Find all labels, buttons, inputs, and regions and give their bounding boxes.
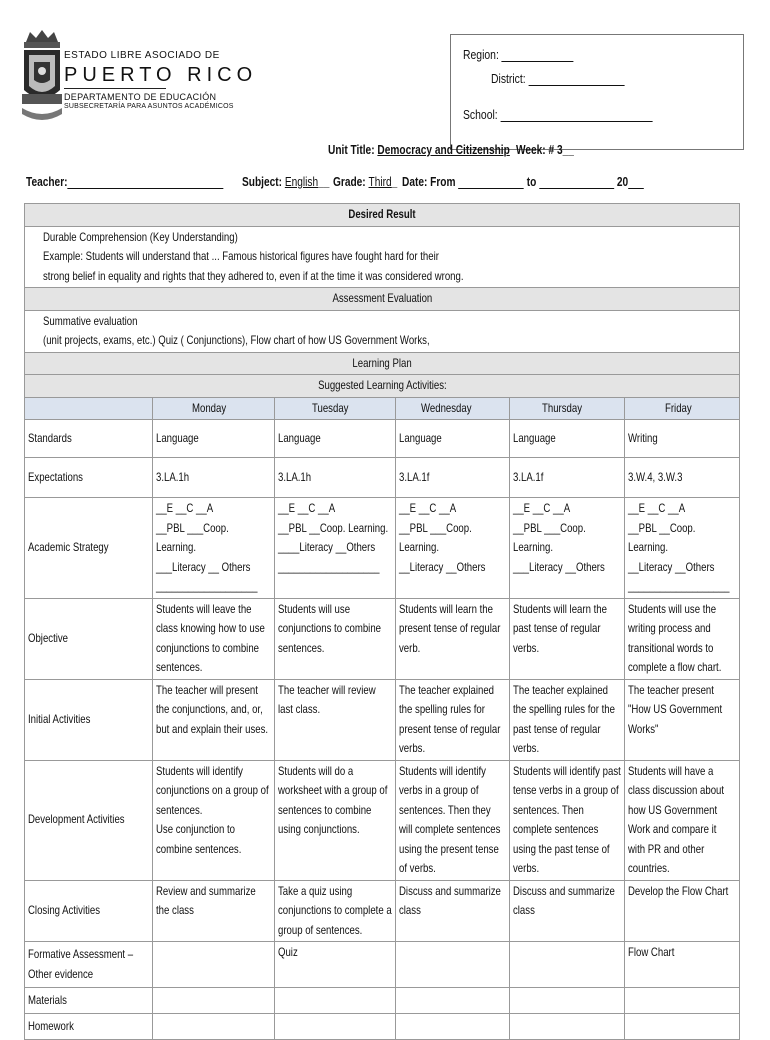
plan-cell[interactable]: The teacher will present the conjunctions, and, or, but and explain their uses. bbox=[153, 679, 275, 760]
plan-cell[interactable]: Language bbox=[275, 420, 396, 458]
assessment-line2: (unit projects, exams, etc.) Quiz ( Conjunctions), Flow chart of how US Government Works, bbox=[43, 333, 430, 347]
plan-cell[interactable] bbox=[396, 988, 510, 1014]
day-header-thursday: Thursday bbox=[510, 397, 625, 420]
plan-cell[interactable]: 3.LA.1f bbox=[396, 458, 510, 498]
week-label[interactable]: Week: # 3 bbox=[516, 142, 563, 157]
plan-cell[interactable]: Review and summarize the class bbox=[153, 880, 275, 942]
plan-cell[interactable] bbox=[625, 988, 740, 1014]
desired-result-heading: Desired Result bbox=[25, 204, 740, 227]
plan-cell[interactable] bbox=[275, 1014, 396, 1040]
plan-row bbox=[25, 1014, 740, 1040]
grade-value[interactable]: Third bbox=[368, 174, 392, 189]
plan-row bbox=[25, 498, 740, 599]
subsecretariat-name: SUBSECRETARÍA PARA ASUNTOS ACADÉMICOS bbox=[64, 103, 234, 110]
plan-cell[interactable]: __E __C __A __PBL ___Coop. Learning. ___Literacy __Others bbox=[510, 498, 625, 599]
plan-cell[interactable]: Students will learn the past tense of regular verbs. bbox=[510, 598, 625, 679]
date-from-blank[interactable] bbox=[458, 177, 524, 189]
unit-title-value[interactable]: Democracy and Citizenship bbox=[377, 142, 510, 157]
plan-cell[interactable]: The teacher will review last class. bbox=[275, 679, 396, 760]
row-label: Expectations bbox=[25, 458, 153, 498]
plan-cell[interactable] bbox=[510, 942, 625, 988]
row-label: Homework bbox=[25, 1014, 153, 1040]
plan-cell[interactable]: Discuss and summarize class bbox=[510, 880, 625, 942]
plan-cell[interactable]: 3.LA.1f bbox=[510, 458, 625, 498]
plan-cell[interactable] bbox=[153, 988, 275, 1014]
subject-label: Subject: bbox=[242, 174, 283, 189]
assessment-line1: Summative evaluation bbox=[43, 313, 138, 328]
plan-cell[interactable]: Students will use conjunctions to combine sentences. bbox=[275, 598, 396, 679]
region-blank[interactable] bbox=[502, 50, 574, 62]
row-label: Standards bbox=[25, 420, 153, 458]
plan-cell[interactable]: Students will identify verbs in a group of sentences. Then they will complete sentences using the present tense of verbs. bbox=[396, 760, 510, 880]
org-divider bbox=[64, 88, 166, 89]
assessment-content bbox=[25, 310, 740, 352]
day-header-monday: Monday bbox=[153, 397, 275, 420]
plan-row bbox=[25, 458, 740, 498]
plan-cell[interactable] bbox=[625, 1014, 740, 1040]
plan-row bbox=[25, 942, 740, 988]
grade-label: Grade: bbox=[333, 174, 366, 189]
teacher-blank[interactable] bbox=[68, 177, 224, 189]
plan-cell[interactable]: __E __C __A __PBL ___Coop. Learning. __Literacy __Others bbox=[396, 498, 510, 599]
school-label: School: bbox=[463, 107, 498, 122]
plan-row bbox=[25, 880, 740, 942]
day-header-wednesday: Wednesday bbox=[396, 397, 510, 420]
plan-cell[interactable] bbox=[396, 1014, 510, 1040]
plan-cell[interactable]: Students will leave the class knowing how to use conjunctions to combine sentences. bbox=[153, 598, 275, 679]
department-name: DEPARTAMENTO DE EDUCACIÓN bbox=[64, 92, 217, 102]
unit-title bbox=[328, 142, 510, 157]
region-label: Region: bbox=[463, 47, 499, 62]
row-label: Objective bbox=[25, 598, 153, 679]
date-from-label: Date: From bbox=[402, 174, 456, 189]
plan-cell[interactable] bbox=[153, 1014, 275, 1040]
region-box bbox=[450, 34, 744, 150]
row-label: Development Activities bbox=[25, 760, 153, 880]
plan-row bbox=[25, 988, 740, 1014]
suggested-activities-heading: Suggested Learning Activities: bbox=[25, 375, 740, 398]
plan-row bbox=[25, 679, 740, 760]
plan-cell[interactable]: __E __C __A __PBL ___Coop. Learning. ___Literacy __ Others ___________________ bbox=[153, 498, 275, 599]
subject-field: Subject: English__ bbox=[242, 174, 330, 189]
plan-cell[interactable] bbox=[396, 942, 510, 988]
date-to-blank[interactable] bbox=[539, 177, 614, 189]
plan-cell[interactable] bbox=[510, 988, 625, 1014]
plan-cell[interactable]: __E __C __A __PBL __Coop. Learning. __Literacy __Others ___________________ bbox=[625, 498, 740, 599]
row-label: Academic Strategy bbox=[25, 498, 153, 599]
plan-cell[interactable]: __E __C __A __PBL __Coop. Learning. ____Literacy __Others ___________________ bbox=[275, 498, 396, 599]
region-field[interactable] bbox=[463, 47, 574, 62]
unit-title-label: Unit Title: bbox=[328, 142, 375, 157]
plan-cell[interactable]: 3.LA.1h bbox=[275, 458, 396, 498]
plan-cell[interactable]: Discuss and summarize class bbox=[396, 880, 510, 942]
plan-cell[interactable]: Students will learn the present tense of regular verb. bbox=[396, 598, 510, 679]
teacher-label: Teacher: bbox=[26, 174, 68, 189]
plan-cell[interactable]: Language bbox=[153, 420, 275, 458]
plan-row bbox=[25, 598, 740, 679]
year-label: 20 bbox=[616, 174, 629, 189]
district-blank[interactable] bbox=[529, 74, 625, 86]
plan-cell[interactable]: The teacher present "How US Government Works" bbox=[625, 679, 740, 760]
plan-cell[interactable]: Language bbox=[396, 420, 510, 458]
school-blank[interactable] bbox=[501, 110, 653, 122]
plan-cell[interactable]: Flow Chart bbox=[625, 942, 740, 988]
date-to-label: to bbox=[526, 174, 537, 189]
day-header-blank bbox=[25, 397, 153, 420]
year-blank[interactable] bbox=[628, 177, 644, 189]
plan-cell[interactable]: Students will do a worksheet with a group of sentences to combine using conjunctions. bbox=[275, 760, 396, 880]
day-header-tuesday: Tuesday bbox=[275, 397, 396, 420]
plan-cell[interactable]: Take a quiz using conjunctions to complete a group of sentences. bbox=[275, 880, 396, 942]
plan-cell[interactable]: Quiz bbox=[275, 942, 396, 988]
school-field[interactable] bbox=[463, 107, 653, 122]
row-label: Formative Assessment – Other evidence bbox=[25, 942, 153, 988]
plan-cell[interactable]: 3.LA.1h bbox=[153, 458, 275, 498]
plan-cell[interactable]: Students will use the writing process and transitional words to complete a flow chart. bbox=[625, 598, 740, 679]
plan-cell[interactable]: The teacher explained the spelling rules for the past tense of regular verbs. bbox=[510, 679, 625, 760]
plan-cell[interactable]: Students will have a class discussion about how US Government Work and compare it with PR and other countries. bbox=[625, 760, 740, 880]
district-field[interactable] bbox=[491, 71, 625, 86]
plan-row bbox=[25, 420, 740, 458]
learning-plan-heading: Learning Plan bbox=[25, 352, 740, 375]
coat-of-arms-logo bbox=[20, 28, 64, 128]
date-field bbox=[402, 174, 644, 189]
district-label: District: bbox=[491, 71, 526, 86]
week-number: Week: # 3__ bbox=[516, 142, 574, 157]
teacher-field[interactable] bbox=[26, 174, 224, 189]
subject-value[interactable]: English bbox=[284, 174, 319, 189]
grade-field: Grade: Third_ bbox=[333, 174, 398, 189]
org-name-line1: ESTADO LIBRE ASOCIADO DE bbox=[64, 50, 220, 61]
row-label: Materials bbox=[25, 988, 153, 1014]
plan-cell[interactable]: Writing bbox=[625, 420, 740, 458]
plan-row bbox=[25, 760, 740, 880]
row-label: Closing Activities bbox=[25, 880, 153, 942]
plan-cell[interactable]: Students will identify past tense verbs in a group of sentences. Then complete sentences using the past tense of verbs. bbox=[510, 760, 625, 880]
plan-cell[interactable] bbox=[153, 942, 275, 988]
day-header-friday: Friday bbox=[625, 397, 740, 420]
plan-cell[interactable]: 3.W.4, 3.W.3 bbox=[625, 458, 740, 498]
lesson-plan-table bbox=[24, 203, 740, 1040]
plan-cell[interactable]: Develop the Flow Chart bbox=[625, 880, 740, 942]
plan-cell[interactable]: Students will identify conjunctions on a group of sentences. Use conjunction to combine sentences. bbox=[153, 760, 275, 880]
plan-cell[interactable] bbox=[510, 1014, 625, 1040]
plan-cell[interactable]: The teacher explained the spelling rules for present tense of regular verbs. bbox=[396, 679, 510, 760]
plan-cell[interactable]: Language bbox=[510, 420, 625, 458]
org-name-line2: PUERTO RICO bbox=[64, 64, 258, 86]
desired-line1: Durable Comprehension (Key Understanding) bbox=[43, 229, 238, 244]
desired-line3: strong belief in equality and rights that they adhered to, even if at the time it was considered wrong. bbox=[43, 268, 464, 283]
desired-result-content bbox=[25, 226, 740, 288]
assessment-heading: Assessment Evaluation bbox=[25, 288, 740, 311]
row-label: Initial Activities bbox=[25, 679, 153, 760]
plan-cell[interactable] bbox=[275, 988, 396, 1014]
desired-line2: Example: Students will understand that ... Famous historical figures have fought hard for their bbox=[43, 249, 439, 263]
